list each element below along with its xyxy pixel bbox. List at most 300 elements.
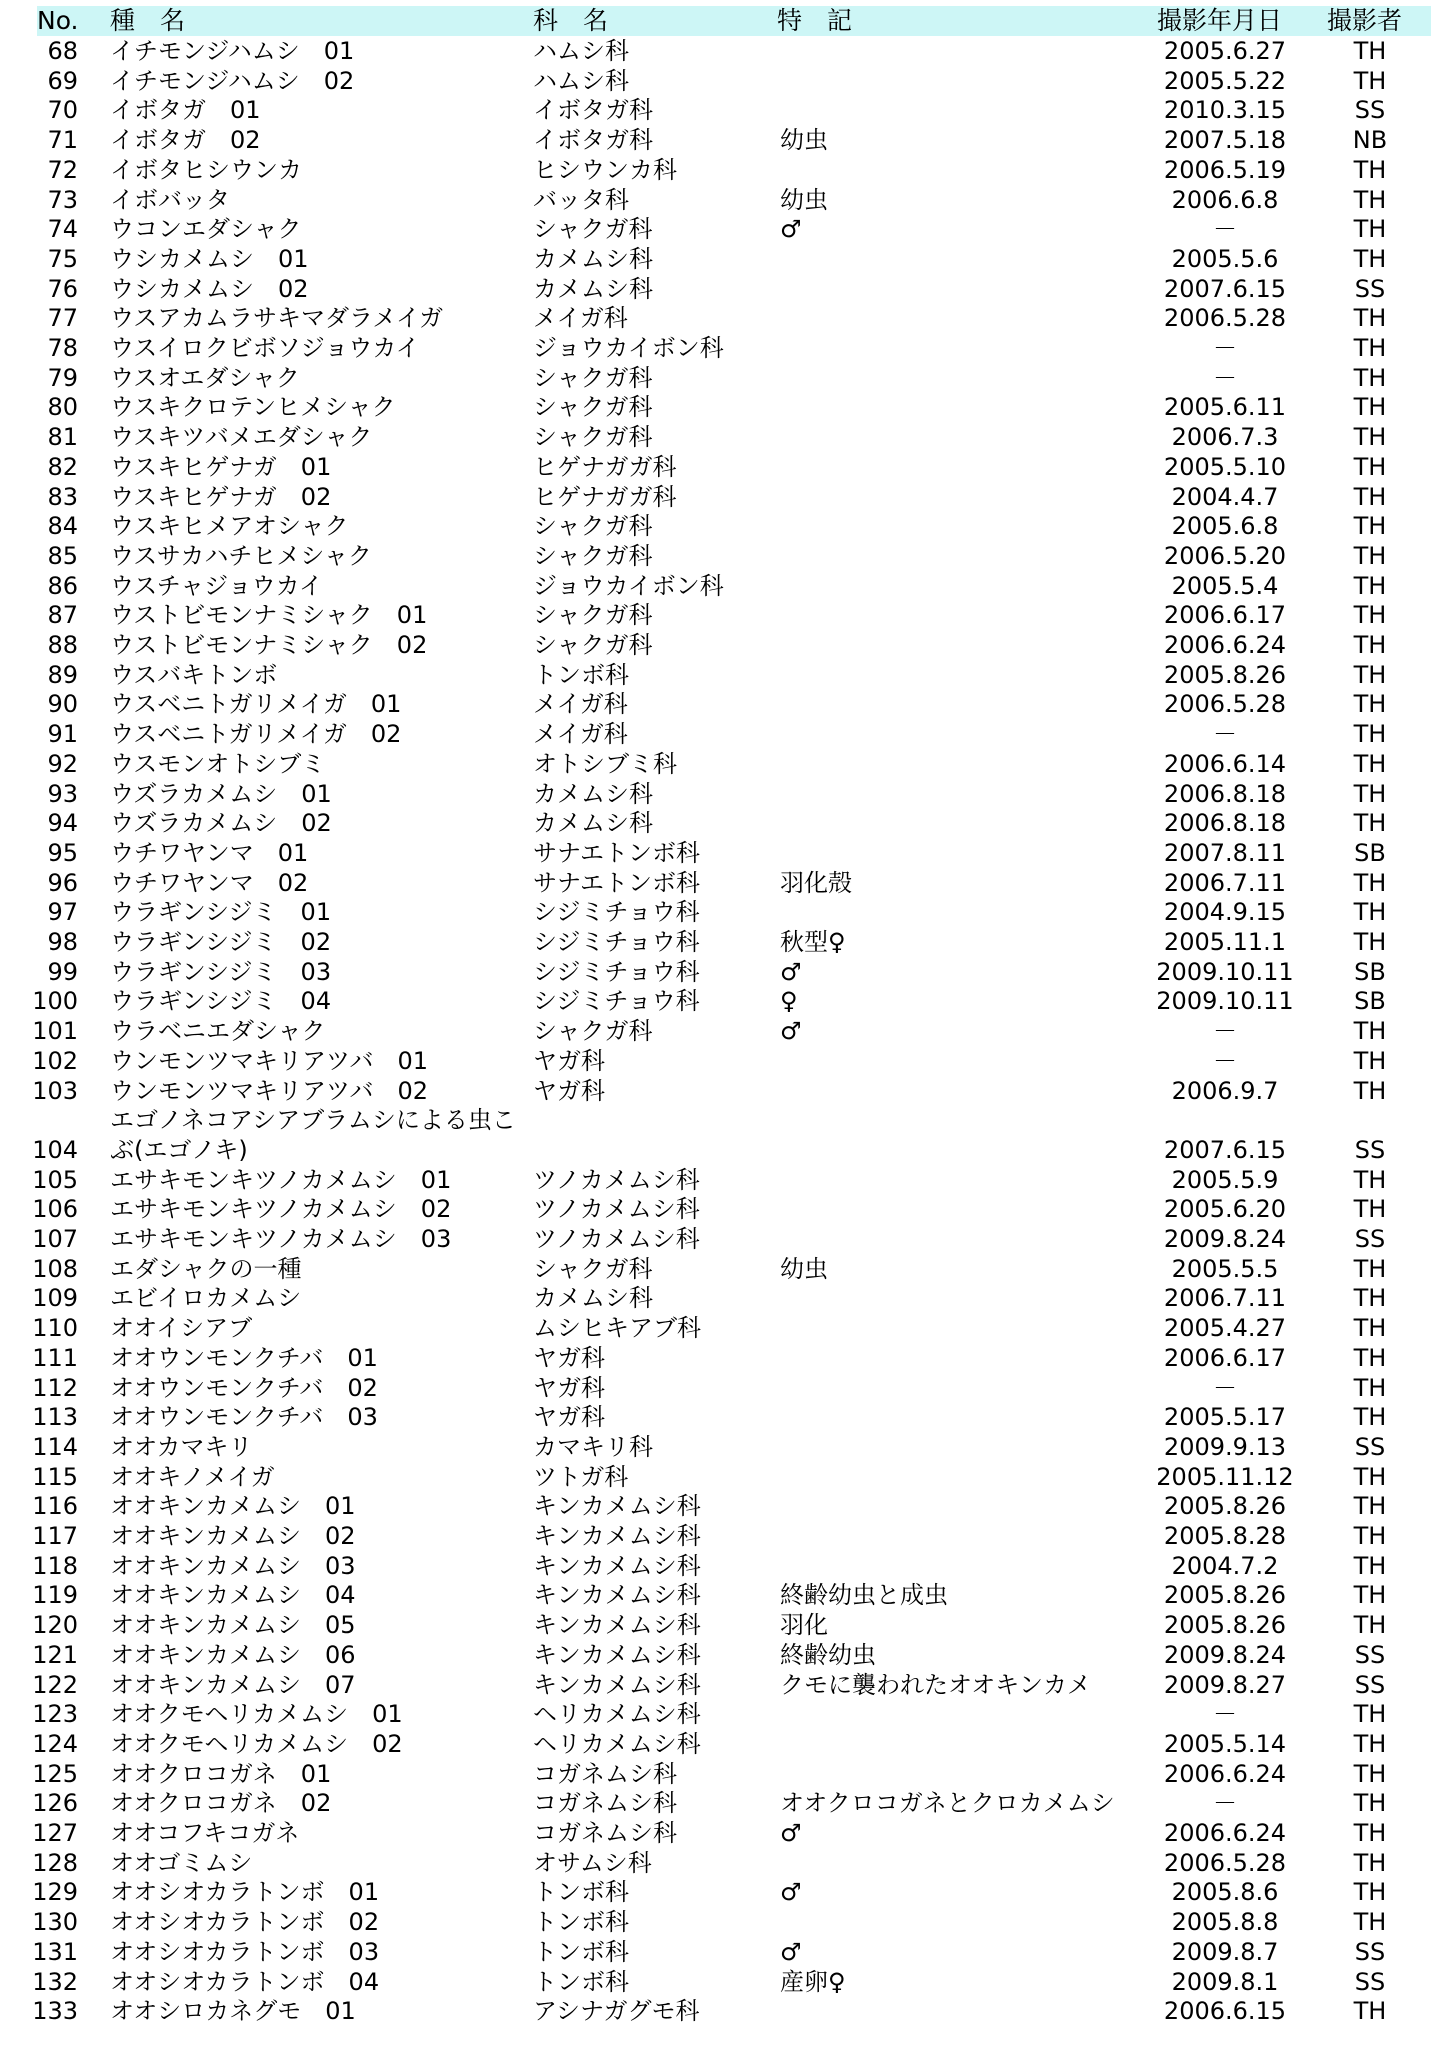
table-row xyxy=(0,1641,1433,1671)
family-name: メイガ科 xyxy=(533,690,628,719)
row-number: 71 xyxy=(47,126,78,155)
table-row xyxy=(0,1938,1433,1968)
species-name: ウストビモンナミシャク 02 xyxy=(110,631,428,659)
row-number: 106 xyxy=(32,1195,78,1224)
family-name: メイガ科 xyxy=(533,304,628,333)
photo-date: 2004.7.2 xyxy=(1171,1551,1279,1580)
row-number: 93 xyxy=(47,779,78,808)
family-name: ジョウカイボン科 xyxy=(533,334,724,362)
table-row xyxy=(0,750,1433,780)
family-name: オサムシ科 xyxy=(533,1848,652,1877)
row-number: 118 xyxy=(32,1551,78,1580)
family-name: トンボ科 xyxy=(533,1967,629,1996)
species-name: オオキンカメムシ 06 xyxy=(110,1640,356,1669)
photographer: TH xyxy=(1353,334,1387,362)
species-name: オオキンカメムシ 03 xyxy=(110,1551,356,1580)
family-name: トンボ科 xyxy=(533,1908,629,1937)
table-row xyxy=(0,186,1433,216)
row-number: 122 xyxy=(32,1670,78,1699)
family-name: ツノカメムシ科 xyxy=(533,1225,700,1253)
photo-date: － xyxy=(1213,215,1237,244)
photographer: TH xyxy=(1353,482,1387,511)
row-number: 73 xyxy=(47,185,78,214)
family-name: キンカメムシ科 xyxy=(533,1640,701,1669)
family-name: ヤガ科 xyxy=(533,1046,605,1075)
table-row xyxy=(0,1908,1433,1938)
table-header xyxy=(37,6,1431,36)
species-name: オオクモヘリカメムシ 01 xyxy=(110,1700,403,1729)
row-number: 127 xyxy=(32,1819,78,1847)
photo-date: 2009.8.24 xyxy=(1163,1225,1287,1253)
species-name: オオシオカラトンボ 03 xyxy=(110,1937,380,1966)
family-name: カメムシ科 xyxy=(533,274,653,303)
photo-date: 2005.6.20 xyxy=(1163,1195,1287,1224)
family-name: ムシヒキアブ科 xyxy=(533,1314,701,1343)
photographer: TH xyxy=(1353,1017,1387,1046)
photo-date: 2009.8.27 xyxy=(1163,1670,1287,1699)
species-name: ウスアカムラサキマダラメイガ xyxy=(110,304,444,333)
photographer: SB xyxy=(1354,957,1386,986)
table-row xyxy=(0,1997,1433,2027)
photographer: TH xyxy=(1353,898,1387,927)
row-number: 112 xyxy=(32,1373,78,1402)
photo-date: 2009.8.7 xyxy=(1171,1937,1279,1966)
species-name: エサキモンキツノカメムシ 03 xyxy=(110,1225,452,1253)
family-name: シャクガ科 xyxy=(533,363,653,392)
species-name: ウスベニトガリメイガ 01 xyxy=(110,690,402,719)
photo-date: － xyxy=(1213,720,1237,749)
photo-date: 2005.5.10 xyxy=(1163,452,1287,481)
special-note: 終齢幼虫 xyxy=(780,1640,876,1669)
photo-date: － xyxy=(1213,363,1237,392)
row-number: 133 xyxy=(32,1997,78,2026)
photo-date: 2006.7.11 xyxy=(1163,868,1287,897)
row-number: 109 xyxy=(32,1284,78,1313)
row-number: 107 xyxy=(32,1225,78,1253)
table-row xyxy=(0,1968,1433,1998)
table-row xyxy=(0,512,1433,542)
species-name: ウスキツバメエダシャク xyxy=(110,423,373,452)
photographer: SS xyxy=(1354,1640,1386,1669)
photo-date: 2006.6.24 xyxy=(1163,1819,1287,1847)
row-number: 116 xyxy=(32,1492,78,1521)
photographer: TH xyxy=(1353,720,1387,749)
photo-date: 2005.8.26 xyxy=(1163,660,1287,689)
table-row xyxy=(0,96,1433,126)
photographer: SS xyxy=(1354,1967,1386,1996)
table-row xyxy=(0,423,1433,453)
species-name: イチモンジハムシ 02 xyxy=(110,66,355,95)
row-number: 77 xyxy=(47,304,78,333)
special-note: ♂ xyxy=(780,1937,802,1966)
species-name: イボタガ 02 xyxy=(110,126,261,155)
species-name: ウスキヒメアオシャク xyxy=(110,512,349,541)
table-row xyxy=(0,364,1433,394)
special-note: ♂ xyxy=(780,215,802,244)
family-name: キンカメムシ科 xyxy=(533,1522,701,1550)
family-name: シャクガ科 xyxy=(533,631,653,659)
photo-date: 2007.6.15 xyxy=(1163,274,1287,303)
photo-date: 2006.5.20 xyxy=(1163,541,1287,570)
species-name: ウンモンツマキリアツバ 02 xyxy=(110,1076,429,1105)
header-note: 特 記 xyxy=(777,6,853,35)
species-name: ウチワヤンマ 02 xyxy=(110,868,309,897)
species-name: ウラギンシジミ 01 xyxy=(110,898,332,927)
photo-date: 2006.6.14 xyxy=(1163,749,1287,778)
family-name: コガネムシ科 xyxy=(533,1819,677,1847)
photographer: TH xyxy=(1353,1848,1387,1877)
row-number: 130 xyxy=(32,1908,78,1937)
family-name: シャクガ科 xyxy=(533,423,653,452)
row-number: 104 xyxy=(32,1135,78,1164)
family-name: トンボ科 xyxy=(533,1878,629,1907)
table-row xyxy=(0,631,1433,661)
photographer: TH xyxy=(1353,66,1387,95)
table-row xyxy=(0,1760,1433,1790)
photo-date: 2005.5.22 xyxy=(1163,66,1287,95)
row-number: 74 xyxy=(47,215,78,244)
species-name: ウスオエダシャク xyxy=(110,363,300,392)
special-note: オオクロコガネとクロカメムシ xyxy=(780,1789,1115,1818)
species-name: オオキンカメムシ 07 xyxy=(110,1670,356,1699)
table-row xyxy=(0,809,1433,839)
species-name: オオキンカメムシ 05 xyxy=(110,1611,356,1640)
family-name: ヘリカメムシ科 xyxy=(533,1700,701,1729)
row-number: 95 xyxy=(47,838,78,867)
family-name: シャクガ科 xyxy=(533,1017,653,1046)
table-row xyxy=(0,37,1433,67)
family-name: カメムシ科 xyxy=(533,244,653,273)
photo-date: 2005.4.27 xyxy=(1163,1314,1287,1343)
table-row xyxy=(0,1403,1433,1433)
family-name: ハムシ科 xyxy=(533,37,629,65)
header-name: 種 名 xyxy=(110,6,186,35)
family-name: メイガ科 xyxy=(533,720,628,749)
family-name: シジミチョウ科 xyxy=(533,928,700,956)
species-name: オオカマキリ xyxy=(110,1432,253,1461)
family-name: ハムシ科 xyxy=(533,66,629,95)
photographer: TH xyxy=(1353,1878,1387,1907)
family-name: ヤガ科 xyxy=(533,1403,605,1432)
table-row xyxy=(0,1314,1433,1344)
family-name: ヤガ科 xyxy=(533,1373,605,1402)
special-note: 幼虫 xyxy=(780,185,828,214)
family-name: シジミチョウ科 xyxy=(533,898,700,927)
photo-date: 2006.5.19 xyxy=(1163,155,1287,184)
photographer: TH xyxy=(1353,1551,1387,1580)
special-note: 羽化 xyxy=(780,1611,828,1640)
family-name: ヒシウンカ科 xyxy=(533,155,677,184)
photographer: TH xyxy=(1353,244,1387,273)
species-name: オオコフキコガネ xyxy=(110,1819,300,1847)
table-row xyxy=(0,1106,1433,1165)
table-row xyxy=(0,1730,1433,1760)
family-name: キンカメムシ科 xyxy=(533,1611,701,1640)
species-name: オオウンモンクチバ 02 xyxy=(110,1373,378,1402)
photo-date: 2005.8.26 xyxy=(1163,1581,1287,1610)
photographer: TH xyxy=(1353,809,1387,838)
table-row xyxy=(0,839,1433,869)
family-name: キンカメムシ科 xyxy=(533,1551,701,1580)
row-number: 115 xyxy=(32,1462,78,1491)
row-number: 131 xyxy=(32,1937,78,1966)
photo-date: 2006.6.17 xyxy=(1163,601,1287,630)
table-row xyxy=(0,1492,1433,1522)
photographer: TH xyxy=(1353,1076,1387,1105)
special-note: 秋型♀ xyxy=(780,928,846,956)
family-name: シャクガ科 xyxy=(533,601,653,630)
photographer: TH xyxy=(1353,541,1387,570)
photographer: TH xyxy=(1353,571,1387,600)
row-number: 101 xyxy=(32,1017,78,1046)
photo-date: 2005.8.8 xyxy=(1171,1908,1279,1937)
species-name: ウスキヒゲナガ 01 xyxy=(110,452,332,481)
table-row xyxy=(0,720,1433,750)
table-row xyxy=(0,1552,1433,1582)
photographer: TH xyxy=(1353,868,1387,897)
row-number: 110 xyxy=(32,1314,78,1343)
photo-date: 2010.3.15 xyxy=(1163,96,1287,125)
family-name: トンボ科 xyxy=(533,1937,629,1966)
photo-date: 2004.9.15 xyxy=(1163,898,1287,927)
family-name: ジョウカイボン科 xyxy=(533,571,724,600)
photo-date: － xyxy=(1213,334,1237,362)
species-name: オオシオカラトンボ 02 xyxy=(110,1908,380,1937)
family-name: キンカメムシ科 xyxy=(533,1492,701,1521)
table-row xyxy=(0,1671,1433,1701)
table-row xyxy=(0,661,1433,691)
species-name: ウスベニトガリメイガ 02 xyxy=(110,720,402,749)
table-row xyxy=(0,1433,1433,1463)
table-row xyxy=(0,67,1433,97)
photo-date: 2006.6.24 xyxy=(1163,1759,1287,1788)
family-name: ツトガ科 xyxy=(533,1462,629,1491)
species-name: イボタヒシウンカ xyxy=(110,155,302,184)
photographer: NB xyxy=(1352,126,1388,155)
table-row xyxy=(0,1195,1433,1225)
family-name: シャクガ科 xyxy=(533,393,653,422)
table-row xyxy=(0,1255,1433,1285)
row-number: 94 xyxy=(47,809,78,838)
photo-date: 2006.8.18 xyxy=(1163,779,1287,808)
photo-date: 2005.11.1 xyxy=(1163,928,1287,956)
row-number: 103 xyxy=(32,1076,78,1105)
table-row xyxy=(0,690,1433,720)
species-name: オオゴミムシ xyxy=(110,1848,253,1877)
photographer: TH xyxy=(1353,1284,1387,1313)
table-row xyxy=(0,304,1433,334)
row-number: 70 xyxy=(47,96,78,125)
row-number: 83 xyxy=(47,482,78,511)
table-row xyxy=(0,393,1433,423)
photographer: TH xyxy=(1353,423,1387,452)
photo-date: 2009.8.24 xyxy=(1163,1640,1287,1669)
species-name: ウラギンシジミ 03 xyxy=(110,957,332,986)
species-name: ウラベニエダシャク xyxy=(110,1017,326,1046)
row-number: 72 xyxy=(47,155,78,184)
row-number: 105 xyxy=(32,1165,78,1194)
special-note: 幼虫 xyxy=(780,126,828,155)
species-name: ウスサカハチヒメシャク xyxy=(110,541,372,570)
species-name: ウスチャジョウカイ xyxy=(110,571,323,600)
photo-date: 2009.10.11 xyxy=(1156,957,1294,986)
photo-date: 2005.5.9 xyxy=(1171,1165,1279,1194)
header-date: 撮影年月日 xyxy=(1157,6,1283,35)
species-name: オオクモヘリカメムシ 02 xyxy=(110,1729,403,1758)
species-name: ウスバキトンボ xyxy=(110,660,278,689)
row-number: 91 xyxy=(47,720,78,749)
photo-date: 2006.6.15 xyxy=(1163,1997,1287,2026)
photo-date: 2006.5.28 xyxy=(1163,690,1287,719)
special-note: 羽化殻 xyxy=(780,868,852,897)
row-number: 108 xyxy=(32,1254,78,1283)
row-number: 81 xyxy=(47,423,78,452)
family-name: ヘリカメムシ科 xyxy=(533,1729,701,1758)
row-number: 128 xyxy=(32,1848,78,1877)
row-number: 90 xyxy=(47,690,78,719)
photographer: TH xyxy=(1353,37,1387,65)
species-name: ウラギンシジミ 04 xyxy=(110,987,332,1016)
family-name: カメムシ科 xyxy=(533,779,653,808)
family-name: ツノカメムシ科 xyxy=(533,1195,700,1224)
table-row xyxy=(0,898,1433,928)
photo-date: 2007.8.11 xyxy=(1163,838,1287,867)
row-number: 89 xyxy=(47,660,78,689)
table-row xyxy=(0,1789,1433,1819)
family-name: サナエトンボ科 xyxy=(533,868,701,897)
row-number: 88 xyxy=(47,631,78,659)
family-name: コガネムシ科 xyxy=(533,1759,677,1788)
photo-date: 2006.6.8 xyxy=(1171,185,1279,214)
row-number: 102 xyxy=(32,1046,78,1075)
row-number: 87 xyxy=(47,601,78,630)
photo-date: 2006.6.24 xyxy=(1163,631,1287,659)
photo-date: 2007.6.15 xyxy=(1163,1135,1287,1164)
species-name: ウスイロクビボソジョウカイ xyxy=(110,334,420,362)
photographer: SB xyxy=(1354,987,1386,1016)
species-name: オオシオカラトンボ 01 xyxy=(110,1878,380,1907)
photographer: TH xyxy=(1353,304,1387,333)
special-note: 産卵♀ xyxy=(780,1967,846,1996)
photographer: SS xyxy=(1354,1432,1386,1461)
photo-date: 2004.4.7 xyxy=(1171,482,1279,511)
row-number: 97 xyxy=(47,898,78,927)
photo-date: 2005.11.12 xyxy=(1156,1462,1294,1491)
photo-date: 2009.8.1 xyxy=(1171,1967,1279,1996)
species-name: オオシオカラトンボ 04 xyxy=(110,1967,380,1996)
photo-date: 2006.5.28 xyxy=(1163,304,1287,333)
family-name: キンカメムシ科 xyxy=(533,1670,701,1699)
table-row xyxy=(0,928,1433,958)
special-note: ♂ xyxy=(780,1819,802,1847)
species-name: ウシカメムシ 01 xyxy=(110,244,309,273)
species-name: ウスモンオトシブミ xyxy=(110,749,326,778)
species-name: ウチワヤンマ 01 xyxy=(110,838,309,867)
photo-date: 2005.5.6 xyxy=(1171,244,1279,273)
table-row xyxy=(0,869,1433,899)
row-number: 100 xyxy=(32,987,78,1016)
photo-date: 2007.5.18 xyxy=(1163,126,1287,155)
photo-date: 2006.8.18 xyxy=(1163,809,1287,838)
photographer: TH xyxy=(1353,1492,1387,1521)
table-row xyxy=(0,1849,1433,1879)
species-name: ウスキクロテンヒメシャク xyxy=(110,393,396,422)
species-name: エビイロカメムシ xyxy=(110,1284,302,1313)
row-number: 111 xyxy=(32,1343,78,1372)
special-note: 終齢幼虫と成虫 xyxy=(780,1581,948,1610)
row-number: 92 xyxy=(47,749,78,778)
special-note: クモに襲われたオオキンカメ xyxy=(780,1670,1092,1699)
table-row xyxy=(0,1374,1433,1404)
photographer: TH xyxy=(1353,452,1387,481)
row-number: 79 xyxy=(47,363,78,392)
table-row xyxy=(0,572,1433,602)
table-row xyxy=(0,1344,1433,1374)
special-note: ♂ xyxy=(780,957,802,986)
table-row xyxy=(0,275,1433,305)
photographer: TH xyxy=(1353,512,1387,541)
header-no: No. xyxy=(37,6,79,35)
species-name: ウスキヒゲナガ 02 xyxy=(110,482,332,511)
photo-date: 2006.9.7 xyxy=(1171,1076,1279,1105)
row-number: 84 xyxy=(47,512,78,541)
photographer: TH xyxy=(1353,1789,1387,1818)
header-photographer: 撮影者 xyxy=(1327,6,1403,35)
species-name: ウズラカメムシ 02 xyxy=(110,809,332,838)
photographer: TH xyxy=(1353,1581,1387,1610)
table-row xyxy=(0,1284,1433,1314)
family-name: コガネムシ科 xyxy=(533,1789,677,1818)
table-row xyxy=(0,542,1433,572)
species-name: ウストビモンナミシャク 01 xyxy=(110,601,428,630)
species-name: ウシカメムシ 02 xyxy=(110,274,309,303)
photographer: TH xyxy=(1353,1908,1387,1937)
row-number: 113 xyxy=(32,1403,78,1432)
family-name: アシナガグモ科 xyxy=(533,1997,700,2026)
row-number: 75 xyxy=(47,244,78,273)
family-name: カマキリ科 xyxy=(533,1432,653,1461)
table-row xyxy=(0,1819,1433,1849)
photo-date: － xyxy=(1213,1700,1237,1729)
photo-date: 2005.6.27 xyxy=(1163,37,1287,65)
row-number: 98 xyxy=(47,928,78,956)
row-number: 126 xyxy=(32,1789,78,1818)
photographer: TH xyxy=(1353,1729,1387,1758)
row-number: 76 xyxy=(47,274,78,303)
photo-date: 2005.8.26 xyxy=(1163,1492,1287,1521)
photo-date: 2005.8.28 xyxy=(1163,1522,1287,1550)
species-name: オオウンモンクチバ 01 xyxy=(110,1343,378,1372)
photographer: SS xyxy=(1354,1670,1386,1699)
photographer: TH xyxy=(1353,749,1387,778)
table-row xyxy=(0,483,1433,513)
family-name: キンカメムシ科 xyxy=(533,1581,701,1610)
photo-date: － xyxy=(1213,1373,1237,1402)
table-row xyxy=(0,780,1433,810)
photographer: SB xyxy=(1354,838,1386,867)
photo-date: 2005.6.8 xyxy=(1171,512,1279,541)
table-row xyxy=(0,1047,1433,1077)
family-name: シャクガ科 xyxy=(533,1254,653,1283)
table-row xyxy=(0,1225,1433,1255)
photographer: TH xyxy=(1353,1819,1387,1847)
photo-date: － xyxy=(1213,1046,1237,1075)
table-row xyxy=(0,1878,1433,1908)
species-name: オオキンカメムシ 04 xyxy=(110,1581,356,1610)
species-name: オオイシアブ xyxy=(110,1314,253,1343)
species-name: オオキンカメムシ 01 xyxy=(110,1492,356,1521)
table-row xyxy=(0,1522,1433,1552)
